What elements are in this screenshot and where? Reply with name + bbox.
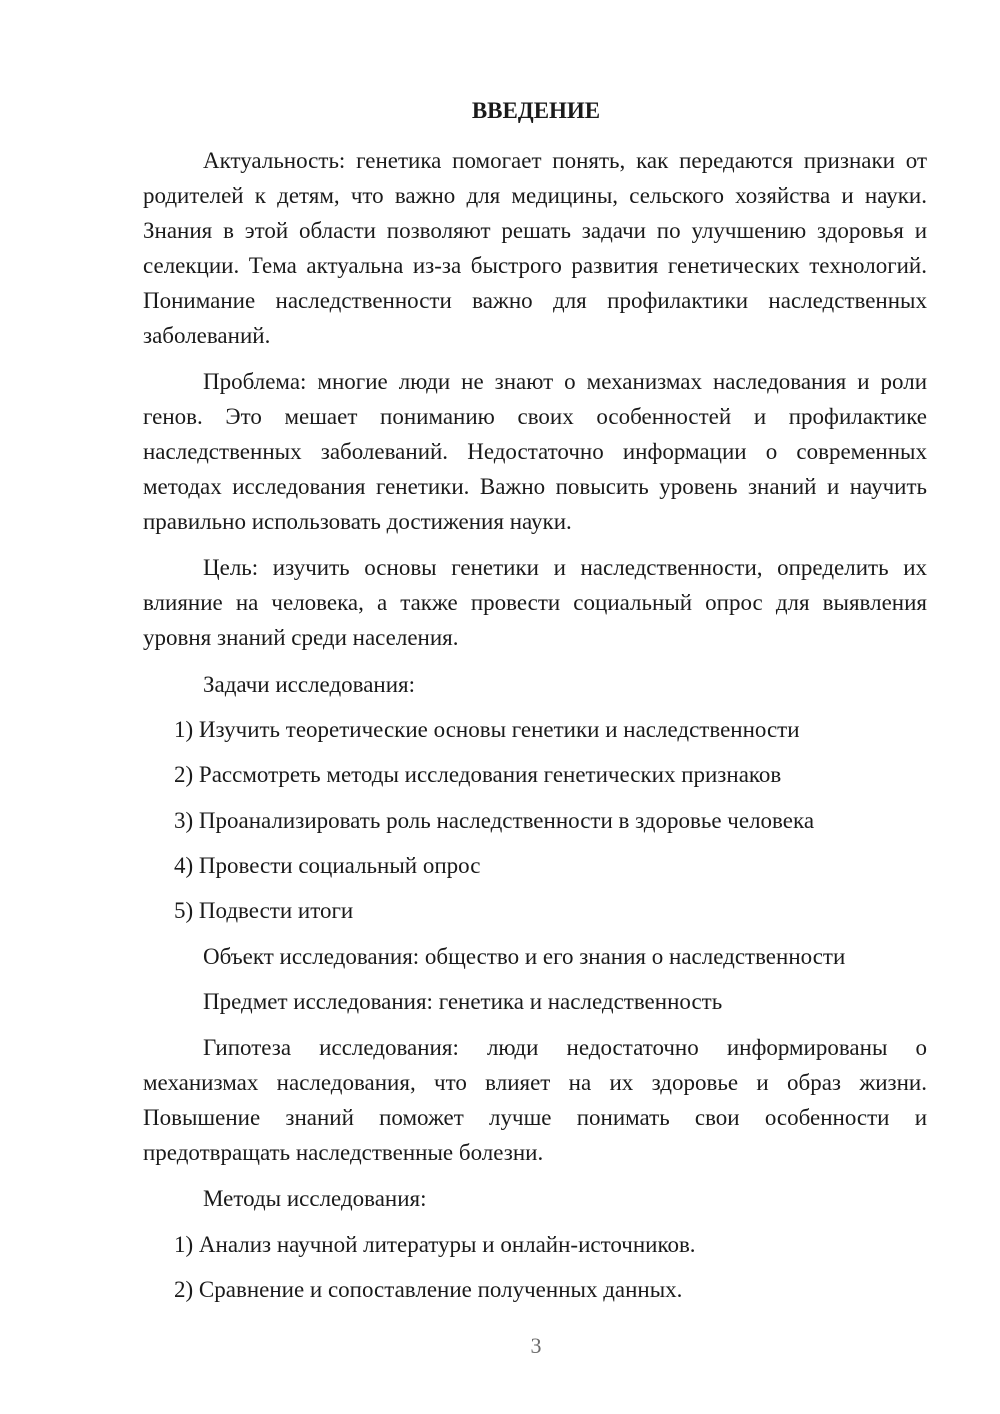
task-item: 1) Изучить теоретические основы генетики и наследственности (174, 717, 800, 742)
task-item: 2) Рассмотреть методы исследования генетических признаков (174, 762, 782, 787)
hypothesis-paragraph: Гипотеза исследования: люди недостаточно информированы о механизмах наследования, что влияет на их здоровье и образ жизни. Повышение знаний поможет лучше понимать свои особенности и предотвращать наследственные болезни. (143, 1035, 927, 1165)
method-item: 1) Анализ научной литературы и онлайн-источников. (174, 1232, 696, 1257)
task-item: 5) Подвести итоги (174, 898, 354, 923)
problem-paragraph: Проблема: многие люди не знают о механизмах наследования и роли генов. Это мешает пониманию своих особенностей и профилактике наследственных заболеваний. Недостаточно информации о современных методах исследования генетики. Важно повысить уровень знаний и научить правильно использовать достижения науки. (143, 369, 927, 534)
relevance-paragraph: Актуальность: генетика помогает понять, как передаются признаки от родителей к детям, что важно для медицины, сельского хозяйства и науки. Знания в этой области позволяют решать задачи по улучшению здоровья и селекции. Тема актуальна из-за быстрого развития генетических технологий. Понимание наследственности важно для профилактики наследственных заболеваний. (143, 148, 927, 348)
tasks-title: Задачи исследования: (203, 672, 416, 697)
task-item: 4) Провести социальный опрос (174, 853, 481, 878)
task-item: 3) Проанализировать роль наследственности в здоровье человека (174, 808, 815, 833)
method-item: 2) Сравнение и сопоставление полученных данных. (174, 1277, 683, 1302)
research-subject: Предмет исследования: генетика и наследственность (203, 989, 723, 1014)
goal-paragraph: Цель: изучить основы генетики и наследственности, определить их влияние на человека, а также провести социальный опрос для выявления уровня знаний среди населения. (143, 555, 927, 650)
research-object: Объект исследования: общество и его знания о наследственности (203, 944, 846, 969)
page-number: 3 (530, 1333, 542, 1358)
methods-title: Методы исследования: (203, 1186, 427, 1211)
section-heading: ВВЕДЕНИЕ (471, 98, 601, 123)
